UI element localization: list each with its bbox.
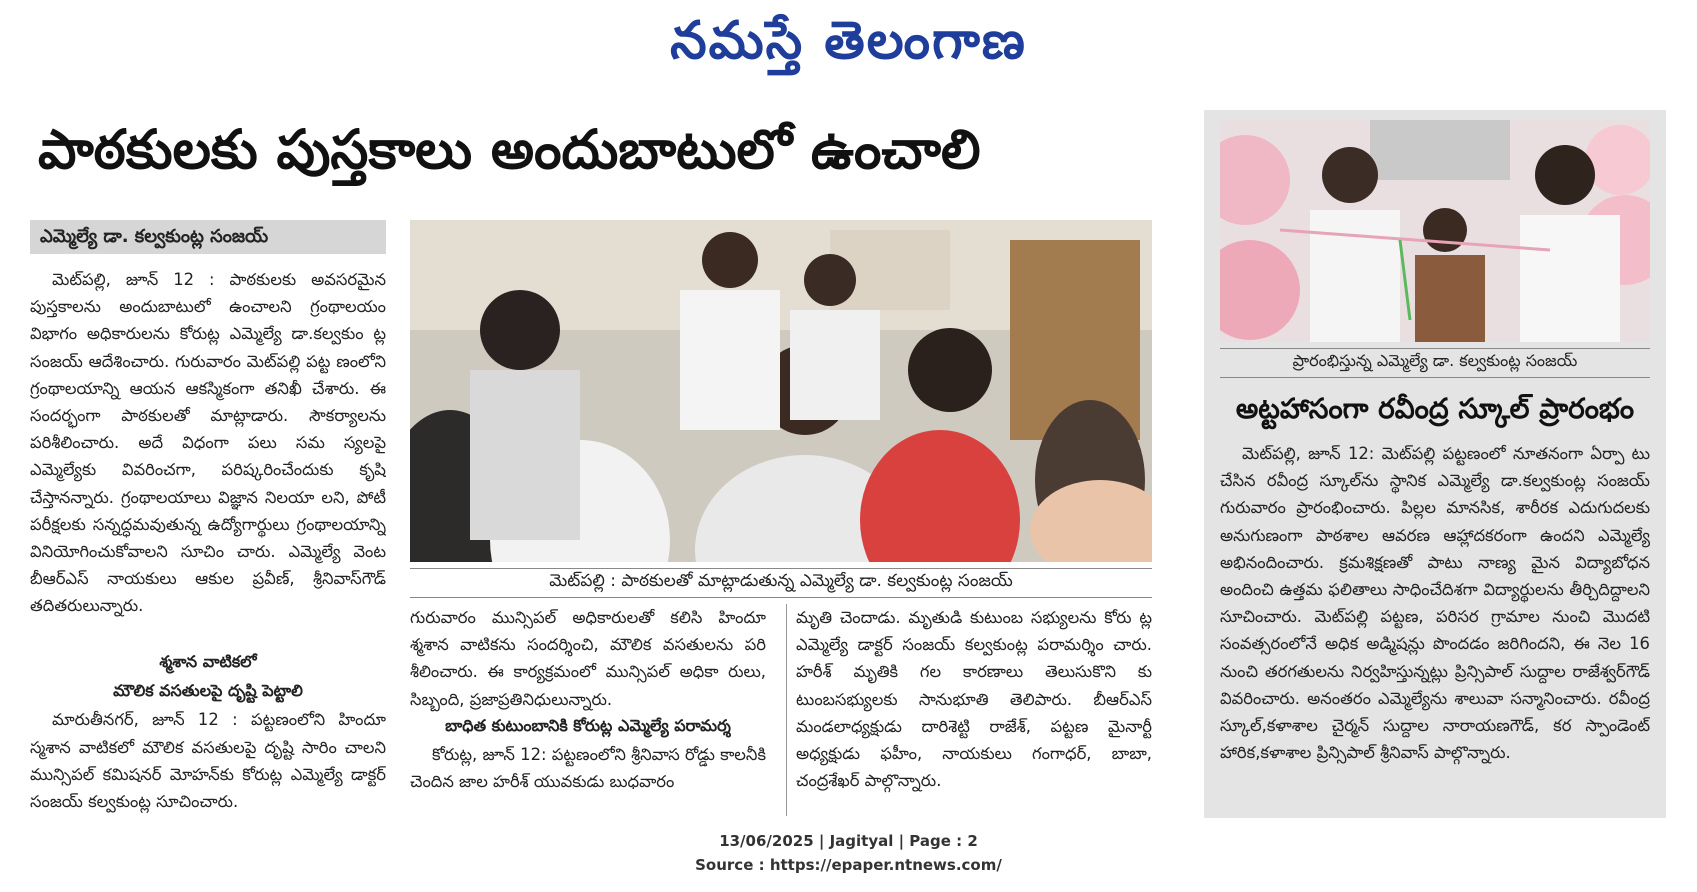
column-divider [786,604,787,816]
footer-date-edition: 13/06/2025 | Jagityal | Page : 2 [719,832,978,850]
library-photo-caption: మెట్‌పల్లి : పాఠకులతో మాట్లాడుతున్న ఎమ్మెల్యే డా. కల్వకుంట్ల సంజయ్‌ [410,568,1152,598]
main-headline: పాఠకులకు పుస్తకాలు అందుబాటులో ఉంచాలి [38,118,981,181]
side-headline: అట్టహాసంగా రవీంద్ర స్కూల్‌ ప్రారంభం [1235,392,1635,425]
condolence-text: కోరుట్ల, జూన్‌ 12: పట్టణంలోని శ్రీనివాస రోడ్డు కాలనీకి చెందిన జాల హరీశ్‌ యువకుడు బుధవారం [410,745,766,792]
article-condolence [410,710,766,820]
cemetery-text: మారుతీనగర్‌, జూన్‌ 12 : పట్టణంలోని హిందూ స్మశాన వాటికలో మౌలిక వసతులపై దృష్టి సారిం చాలని మున్సిపల్‌ కమిషనర్‌ మోహన్‌కు కోరుట్ల ఎమ్మెల్యే డాక్టర్‌ సంజయ్‌ కల్వకుంట్ల సూచించారు. [30,710,386,812]
school-photo-image [1220,120,1650,342]
article-library-text: మెట్‌పల్లి, జూన్‌ 12 : పాఠకులకు అవసరమైన పుస్తకాలను అందుబాటులో ఉంచాలని గ్రంథాలయం విభాగం అధికారులను కోరుట్ల ఎమ్మెల్యే డా.కల్వకుం ట్ల సంజయ్‌ ఆదేశించారు. గురువారం మెట్‌పల్లి పట్ట ణంలోని గ్రంథాలయాన్ని ఆయన ఆకస్మికంగా తనిఖీ చేశారు. ఈ సందర్భంగా పాఠకులతో మాట్లాడారు. సౌకర్యాలను పరిశీలించారు. అదే విధంగా పలు సమ స్యలపై ఎమ్మెల్యేకు వివరించగా, పరిష్కరించేందుకు కృషి చేస్తానన్నారు. గ్రంథాలయాలు విజ్ఞాన నిలయా లని, పోటీ పరీక్షలకు సన్నద్ధమవుతున్న ఉద్యోగార్థులు గ్రంథాలయాన్ని వినియోగించుకోవాలని సూచిం చారు. ఎమ్మెల్యే వెంట బీఆర్‌ఎస్‌ నాయకులు ఆకుల ప్రవీణ్‌, శ్రీనివాస్‌గౌడ్‌ తదితరులున్నారు. [30,270,386,616]
masthead-logo: నమస్తే తెలంగాణ [670,10,1027,71]
library-photo-image [410,220,1152,562]
article-library-body [30,266,386,646]
library-photo [410,220,1152,562]
condolence-subhead: బాధిత కుటుంబానికి కోరుట్ల ఎమ్మెల్యే పరామర్శ [445,716,731,735]
cemetery-subhead-2: మౌలిక వసతులపై దృష్టి పెట్టాలి [113,681,303,701]
article-cemetery [30,646,386,818]
condolence-continued-text: మృతి చెందాడు. మృతుడి కుటుంబ సభ్యులను కోరు ట్ల ఎమ్మెల్యే డాక్టర్‌ సంజయ్‌ కల్వకుంట్ల పరామర్శిం చారు. హరీశ్‌ మృతికి గల కారణాలు తెలుసుకొని కు టుంబసభ్యులకు సానుభూతి తెలిపారు. బీఆర్‌ఎస్‌ మండలాధ్యక్షుడు దారిశెట్టి రాజేశ్‌, పట్టణ మైనార్టీ అధ్యక్షుడు ఫహీం, నాయకులు గంగాధర్‌, బాబా, చంద్రశేఖర్‌ పాల్గొన్నారు. [796,608,1152,791]
condolence-continued [796,604,1152,818]
school-photo-caption: ప్రారంభిస్తున్న ఎమ్మెల్యే డా. కల్వకుంట్ల సంజయ్‌ [1220,348,1650,378]
cemetery-subhead-1: శ్మశాన వాటికలో [159,652,257,671]
school-photo [1220,120,1650,342]
cemetery-continued-text: గురువారం మున్సిపల్‌ అధికారులతో కలిసి హిందూ శ్మశాన వాటికను సందర్శించి, మౌలిక వసతులను పరి శీలించారు. ఈ కార్యక్రమంలో మున్సిపల్‌ అధికా రులు, సిబ్బంది, ప్రజాప్రతినిధులున్నారు. [410,608,766,709]
byline-bar: ఎమ్మెల్యే డా. కల్వకుంట్ల సంజయ్ [30,220,386,254]
school-article-text: మెట్‌పల్లి, జూన్‌ 12: మెట్‌పల్లి పట్టణంలో నూతనంగా ఏర్పా టు చేసిన రవీంద్ర స్కూల్‌ను స్థానిక ఎమ్మెల్యే డా.కల్వకుంట్ల సంజయ్‌ గురువారం ప్రారంభించారు. పిల్లల మానసిక, శారీరక ఎదుగుదలకు అనుగుణంగా పాఠశాల ఆవరణ ఆహ్లాదకరంగా ఉందని ఎమ్మెల్యే అభినందించారు. క్రమశిక్షణతో పాటు నాణ్య మైన విద్యాబోధన అందించి ఉత్తమ ఫలితాలు సాధించేదిశగా విద్యార్థులను తీర్చిదిద్దాలని సూచించారు. మెట్‌పల్లి పట్టణ, పరిసర గ్రామాల నుంచి మొదటి సంవత్సరంలోనే అధిక అడ్మిషన్లు పొందడం జరిగిందని, ఈ నెల 16 నుంచి తరగతులను నిర్వహిస్తున్నట్లు ప్రిన్సిపాల్‌ సుద్దాల రాజేశ్వర్‌గౌడ్‌ వివరించారు. అనంతరం ఎమ్మెల్యేను శాలువా సన్మానించారు. రవీంద్ర స్కూల్‌,కళాశాల చైర్మన్‌ సుద్దాల నారాయణగౌడ్‌, కర స్పాండెంట్‌ హారిక,కళాశాల ప్రిన్సిపాల్‌ శ్రీనివాస్‌ పాల్గొన్నారు. [1220,444,1650,763]
school-article [1220,440,1650,812]
footer-source: Source : https://epaper.ntnews.com/ [695,856,1002,874]
